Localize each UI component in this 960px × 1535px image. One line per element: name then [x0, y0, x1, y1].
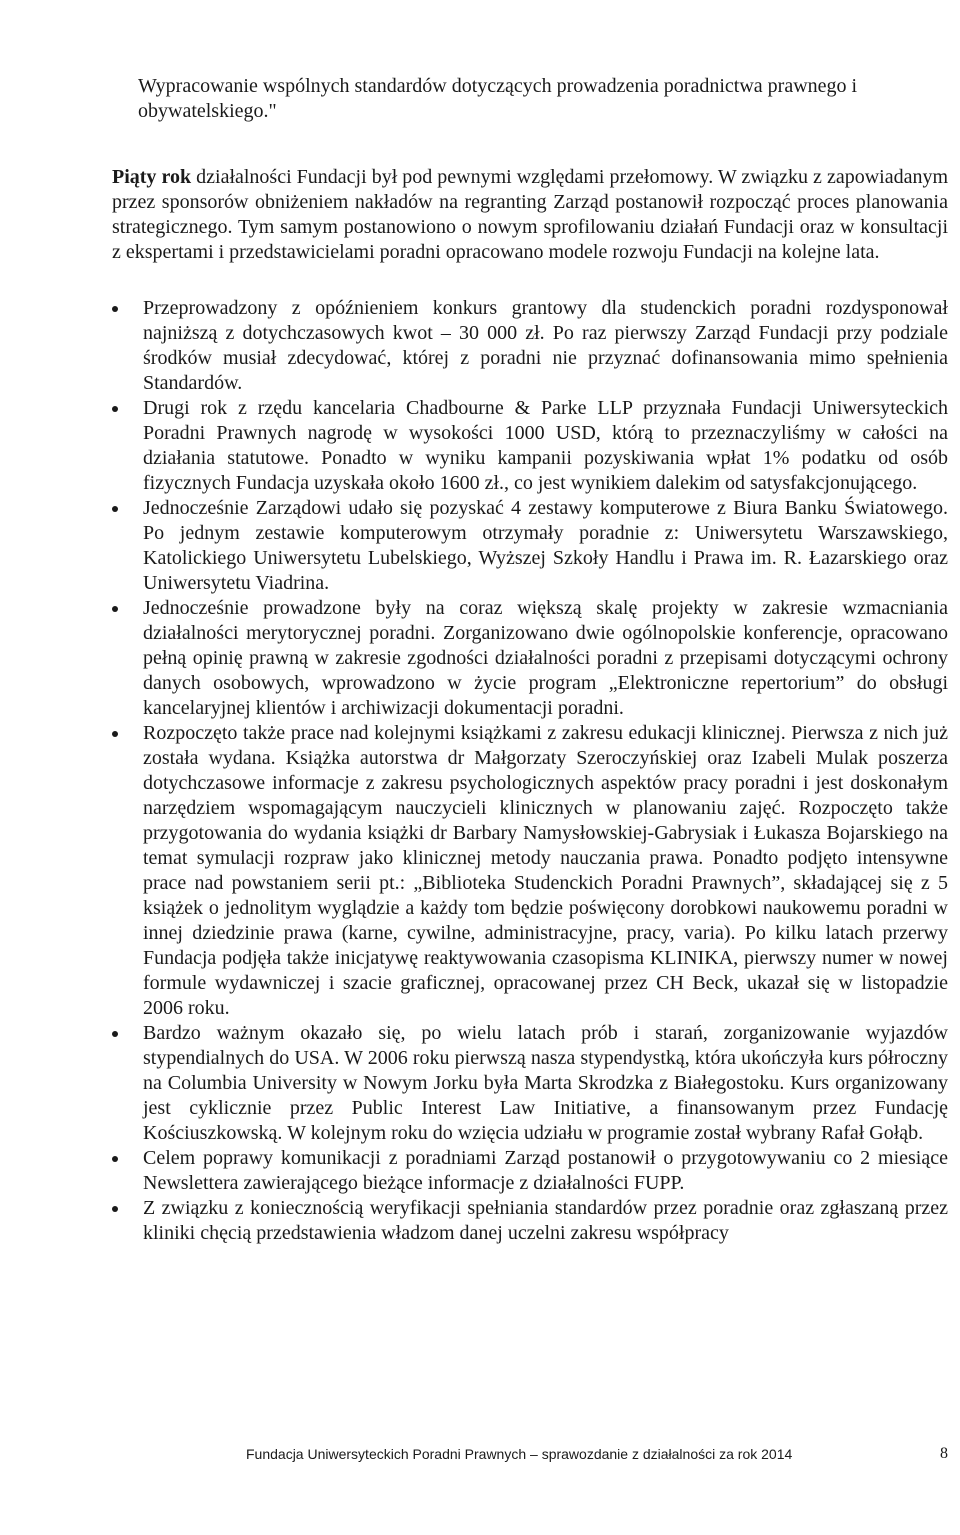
- bullet-dot-icon: [112, 506, 118, 512]
- page-number: 8: [940, 1445, 948, 1462]
- bullet-dot-icon: [112, 306, 118, 312]
- page-footer: [246, 1444, 948, 1464]
- paragraph-text: działalności Fundacji był pod pewnymi względami przełomowy. W związku z zapowiadanym przez sponsorów obniżeniem nakładów na regranting Zarząd postanowił rozpocząć proces planowania strategicznego. Tym samym postanowiono o nowym sprofilowaniu działań Fundacji oraz w konsultacji z ekspertami i przedstawicielami poradni opracowano modele rozwoju Fundacji na kolejne lata.: [112, 166, 949, 263]
- list-item-text: Przeprowadzony z opóźnieniem konkurs grantowy dla studenckich poradni rozdysponował najniższą z dotychczasowych kwot – 30 000 zł. Po raz pierwszy Zarząd Fundacji przy podziale środków musiał zdecydować, której z poradni nie przyznać dofinansowania mimo spełnienia Standardów.: [143, 297, 948, 394]
- list-item: [112, 1146, 948, 1196]
- bullet-dot-icon: [112, 1031, 118, 1037]
- bullet-dot-icon: [112, 1206, 118, 1212]
- list-item-text: Z związku z koniecznością weryfikacji spełniania standardów przez poradnie oraz zgłaszaną przez kliniki chęcią przedstawienia władzom danej uczelni zakresu współpracy: [143, 1197, 948, 1244]
- bullet-list: [112, 296, 948, 1246]
- list-item: [112, 296, 948, 396]
- list-item: [112, 1196, 948, 1246]
- list-item-text: Drugi rok z rzędu kancelaria Chadbourne & Parke LLP przyznała Fundacji Uniwersyteckich Poradni Prawnych nagrodę w wysokości 1000 USD, którą to przeznaczyliśmy w całości na działania statutowe. Ponadto w wyniku kampanii pozyskiwania wpłat 1% podatku od osób fizycznych Fundacja uzyskała około 1600 zł., co jest wynikiem dalekim od satysfakcjonującego.: [143, 397, 948, 494]
- list-item-text: Jednocześnie prowadzone były na coraz większą skalę projekty w zakresie wzmacniania działalności merytorycznej poradni. Zorganizowano dwie ogólnopolskie konferencje, opracowano pełną opinię prawną w zakresie zgodności działalności poradni z przepisami dotyczącymi ochrony danych osobowych, wprowadzono w życie program „Elektroniczne repertorium” do obsługi kancelaryjnej klientów i archiwizacji dokumentacji poradni.: [143, 597, 948, 719]
- list-item: [112, 496, 948, 596]
- footer-text: Fundacja Uniwersyteckich Poradni Prawnych – sprawozdanie z działalności za rok 2014: [246, 1446, 793, 1462]
- list-item-text: Rozpoczęto także prace nad kolejnymi książkami z zakresu edukacji klinicznej. Pierwsza z nich już została wydana. Książka autorstwa dr Małgorzaty Szeroczyńskiej oraz Izabeli Mulak poszerza dotychczasowe informacje z zakresu psychologicznych aspektów pracy poradni i jest doskonałym narzędziem wspomagającym nauczycieli klinicznych w planowaniu zajęć. Rozpoczęto także przygotowania do wydania książki dr Barbary Namysłowskiej-Gabrysiak i Łukasza Bojarskiego na temat symulacji rozpraw jako klinicznej metody nauczania prawa. Ponadto podjęto intensywne prace nad powstaniem serii pt.: „Biblioteka Studenckich Poradni Prawnych”, składającej się z 5 książek o jednolitym wyglądzie a każdy tom będzie poświęcony dorobkowi naukowemu poradni w innej dziedzinie prawa (karne, cywilne, administracyjne, pracy, varia). Po kilku latach przerwy Fundacja podjęła także inicjatywę reaktywowania czasopisma KLINIKA, pierwszy numer w nowej formule wydawniczej i szacie graficznej, opracowanej przez CH Beck, ukazał się w listopadzie 2006 roku.: [143, 722, 948, 1019]
- bullet-dot-icon: [112, 1156, 118, 1162]
- body-paragraph: [112, 165, 948, 265]
- list-item-text: Celem poprawy komunikacji z poradniami Zarząd postanowił o przygotowywaniu co 2 miesiące Newslettera zawierającego bieżące informacje z działalności FUPP.: [143, 1147, 948, 1194]
- list-item: [112, 1021, 948, 1146]
- list-item-text: Bardzo ważnym okazało się, po wielu latach prób i starań, zorganizowanie wyjazdów stypendialnych do USA. W 2006 roku pierwszą nasza stypendystką, która ukończyła kurs półroczny na Columbia University w Nowym Jorku była Marta Skrodzka z Białegostoku. Kurs organizowany jest cyklicznie przez Public Interest Law Initiative, a finansowanym przez Fundację Kościuszkowską. W kolejnym roku do wzięcia udziału w programie został wybrany Rafał Gołąb.: [143, 1022, 948, 1144]
- list-item: [112, 596, 948, 721]
- bullet-dot-icon: [112, 406, 118, 412]
- list-item: [112, 396, 948, 496]
- list-item-text: Jednocześnie Zarządowi udało się pozyskać 4 zestawy komputerowe z Biura Banku Światowego. Po jednym zestawie komputerowym otrzymały poradnie z: Uniwersytetu Warszawskiego, Katolickiego Uniwersytetu Lubelskiego, Wyższej Szkoły Handlu i Prawa im. R. Łazarskiego oraz Uniwersytetu Viadrina.: [143, 497, 948, 594]
- bullet-dot-icon: [112, 731, 118, 737]
- list-item: [112, 721, 948, 1021]
- paragraph-lead: Piąty rok: [112, 166, 192, 188]
- intro-quote: Wypracowanie wspólnych standardów dotyczących prowadzenia poradnictwa prawnego i obywatelskiego.": [138, 75, 858, 122]
- bullet-dot-icon: [112, 606, 118, 612]
